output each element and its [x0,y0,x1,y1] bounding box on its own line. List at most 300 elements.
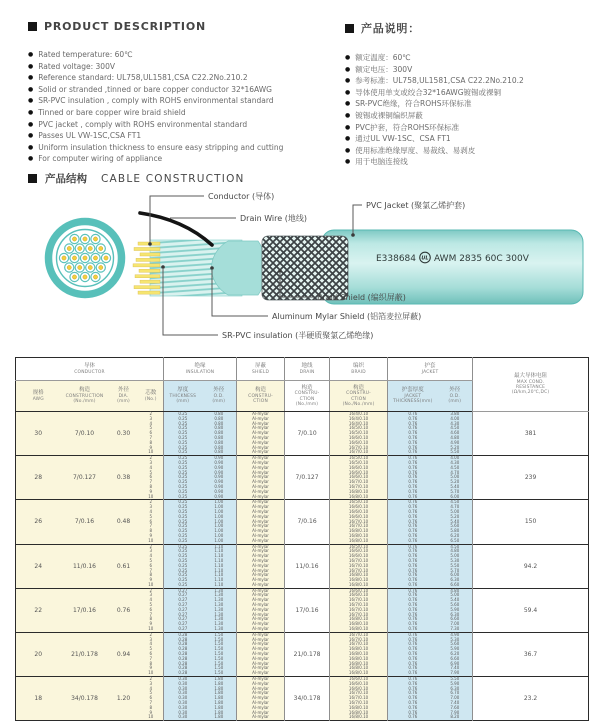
shield-construction-cell: Al-mylar [237,446,285,451]
col-drain-construction: 构造 CONSTRU- CTION (No./mm) [285,381,330,412]
jacket-od-cell: 5.00 [438,510,473,515]
product-description-cn-title [345,20,597,36]
jacket-thickness-cell: 0.76 [388,446,438,451]
braid-construction-cell: 16/7/0.10 [330,632,388,637]
jacket-thickness-cell: 0.76 [388,687,438,692]
insulation-thickness-cell: 0.25 [164,450,202,455]
core-count-cell: 5 [139,691,164,696]
bullet-icon: ● [28,132,34,140]
core-count-cell: 7 [139,657,164,662]
core-count-cell: 5 [139,426,164,431]
insulation-od-cell: 1.30 [202,627,237,632]
braid-construction-cell: 16/6/0.10 [330,471,388,476]
insulation-od-cell: 1.50 [202,647,237,652]
jacket-od-cell: 6.30 [438,578,473,583]
core-count-cell: 8 [139,529,164,534]
square-bullet-icon [345,24,354,33]
braid-construction-cell: 16/6/0.10 [330,441,388,446]
insulation-od-cell: 1.50 [202,638,237,643]
jacket-od-cell: 7.90 [438,671,473,676]
insulation-od-cell: 0.80 [202,450,237,455]
insulation-od-cell: 1.80 [202,687,237,692]
shield-construction-cell: Al-mylar [237,436,285,441]
aluminum-mylar-shield-label: Aluminum Mylar Shield (铝箔麦拉屏蔽) [272,312,422,321]
drain-construction-cell: 7/0.10 [285,412,330,456]
core-count-cell: 6 [139,608,164,613]
core-count-cell: 10 [139,539,164,544]
shield-construction-cell: Al-mylar [237,417,285,422]
braid-construction-cell: 16/4/0.10 [330,422,388,427]
insulation-od-cell: 1.10 [202,573,237,578]
jacket-od-cell: 5.20 [438,446,473,451]
jacket-thickness-cell: 0.76 [388,495,438,500]
core-count-cell: 6 [139,520,164,525]
jacket-od-cell: 5.50 [438,564,473,569]
insulation-thickness-cell: 0.30 [164,682,202,687]
shield-construction-cell: Al-mylar [237,475,285,480]
core-count-cell: 8 [139,617,164,622]
braid-construction-cell: 16/8/0.10 [330,573,388,578]
insulation-od-cell: 1.30 [202,588,237,593]
core-count-cell: 7 [139,436,164,441]
bullet-icon: ● [345,123,351,131]
insulation-thickness-cell: 0.25 [164,515,202,520]
conductor-dia-cell: 0.61 [109,544,139,588]
description-item [345,145,597,157]
insulation-od-cell: 1.80 [202,696,237,701]
jacket-od-cell: 4.50 [438,466,473,471]
braid-construction-cell: 16/6/0.10 [330,687,388,692]
jacket-thickness-cell: 0.76 [388,662,438,667]
jacket-thickness-cell: 0.76 [388,450,438,455]
insulation-thickness-cell: 0.27 [164,603,202,608]
insulation-thickness-cell: 0.28 [164,647,202,652]
conductor-dia-cell: 0.30 [109,412,139,456]
core-count-cell: 3 [139,593,164,598]
jacket-thickness-cell: 0.76 [388,715,438,720]
specification-table [15,357,589,721]
jacket-od-cell: 4.00 [438,417,473,422]
braid-construction-cell: 16/7/0.10 [330,480,388,485]
core-count-cell: 6 [139,652,164,657]
insulation-thickness-cell: 0.27 [164,598,202,603]
core-count-cell: 9 [139,666,164,671]
braid-construction-cell: 16/5/0.10 [330,461,388,466]
insulation-thickness-cell: 0.30 [164,696,202,701]
braid-construction-cell: 16/5/0.10 [330,426,388,431]
braid-construction-cell: 16/7/0.10 [330,642,388,647]
awg-cell: 22 [16,588,61,632]
core-count-cell: 2 [139,588,164,593]
stripped-cable [133,213,583,304]
jacket-thickness-cell: 0.76 [388,578,438,583]
jacket-od-cell: 6.60 [438,617,473,622]
braid-construction-cell: 16/7/0.10 [330,701,388,706]
core-count-cell: 10 [139,671,164,676]
insulation-od-cell: 0.90 [202,490,237,495]
insulation-od-cell: 0.90 [202,475,237,480]
braid-construction-cell: 16/7/0.10 [330,569,388,574]
shield-construction-cell: Al-mylar [237,549,285,554]
braid-construction-cell: 16/7/0.10 [330,613,388,618]
jacket-thickness-cell: 0.76 [388,617,438,622]
description-text: 镀锡或裸铜编织屏蔽 [355,110,423,120]
insulation-thickness-cell: 0.25 [164,417,202,422]
col-awg: 规格 AWG [16,381,61,412]
jacket-thickness-cell: 0.76 [388,682,438,687]
shield-construction-cell: Al-mylar [237,564,285,569]
core-count-cell: 7 [139,569,164,574]
jacket-thickness-cell: 0.76 [388,666,438,671]
description-item [345,75,597,87]
bullet-icon: ● [28,51,34,58]
table-row [16,500,589,505]
jacket-od-cell: 4.00 [438,456,473,461]
insulation-od-cell: 1.10 [202,578,237,583]
jacket-od-cell: 4.90 [438,441,473,446]
braid-construction-cell: 16/6/0.10 [330,588,388,593]
awg-cell: 20 [16,632,61,676]
jacket-od-cell: 4.80 [438,436,473,441]
table-row [16,632,589,637]
braid-construction-cell: 16/8/0.10 [330,583,388,588]
jacket-thickness-cell: 0.76 [388,657,438,662]
braid-construction-cell: 16/8/0.10 [330,627,388,632]
core-count-cell: 7 [139,524,164,529]
description-item [345,156,597,168]
jacket-od-cell: 5.60 [438,603,473,608]
aluminum-mylar-foil [212,241,266,295]
insulation-od-cell: 1.00 [202,539,237,544]
jacket-thickness-cell: 0.76 [388,471,438,476]
jacket-thickness-cell: 0.76 [388,431,438,436]
insulation-od-cell: 1.00 [202,510,237,515]
jacket-thickness-cell: 0.76 [388,642,438,647]
jacket-thickness-cell: 0.76 [388,559,438,564]
braid-construction-cell: 16/4/0.10 [330,417,388,422]
shield-construction-cell: Al-mylar [237,510,285,515]
jacket-thickness-cell: 0.76 [388,588,438,593]
col-shield-construction: 构造 CONSTRU- CTION [237,381,285,412]
jacket-thickness-cell: 0.76 [388,539,438,544]
insulation-thickness-cell: 0.28 [164,671,202,676]
insulation-od-cell: 0.80 [202,441,237,446]
jacket-od-cell: 5.50 [438,677,473,682]
insulation-od-cell: 1.80 [202,682,237,687]
core-count-cell: 10 [139,715,164,720]
insulation-thickness-cell: 0.28 [164,662,202,667]
insulation-od-cell: 1.80 [202,715,237,720]
braid-construction-cell: 16/6/0.10 [330,677,388,682]
bullet-icon: ● [28,108,34,116]
insulation-thickness-cell: 0.25 [164,485,202,490]
shield-construction-cell: Al-mylar [237,588,285,593]
braid-construction-cell: 16/6/0.10 [330,505,388,510]
jacket-od-cell: 5.50 [438,450,473,455]
jacket-od-cell: 4.70 [438,505,473,510]
jacket-od-cell: 6.30 [438,613,473,618]
description-item [28,49,340,61]
core-count-cell: 5 [139,603,164,608]
shield-construction-cell: Al-mylar [237,632,285,637]
shield-construction-cell: Al-mylar [237,471,285,476]
jacket-thickness-cell: 0.76 [388,490,438,495]
insulation-thickness-cell: 0.30 [164,706,202,711]
shield-construction-cell: Al-mylar [237,608,285,613]
jacket-od-cell: 7.00 [438,696,473,701]
table-row [16,588,589,593]
jacket-thickness-cell: 0.76 [388,583,438,588]
insulation-thickness-cell: 0.25 [164,475,202,480]
max-resistance-cell: 94.2 [473,544,589,588]
title-text: 产品说明： [361,22,420,35]
shield-construction-cell: Al-mylar [237,666,285,671]
insulation-od-cell: 1.80 [202,701,237,706]
insulation-od-cell: 0.80 [202,417,237,422]
jacket-thickness-cell: 0.76 [388,436,438,441]
insulation-od-cell: 0.90 [202,456,237,461]
braid-construction-cell: 16/8/0.10 [330,662,388,667]
jacket-thickness-cell: 0.76 [388,696,438,701]
braid-construction-cell: 16/8/0.10 [330,666,388,671]
jacket-thickness-cell: 0.76 [388,515,438,520]
braid-construction-cell: 16/7/0.10 [330,598,388,603]
shield-construction-cell: Al-mylar [237,622,285,627]
insulation-thickness-cell: 0.25 [164,436,202,441]
svg-text:UL: UL [421,255,429,262]
jacket-od-cell: 4.80 [438,549,473,554]
description-text: Solid or stranded ,tinned or bare copper conductor 32*16AWG [38,84,272,94]
bullet-icon: ● [345,111,351,119]
insulation-thickness-cell: 0.27 [164,622,202,627]
shield-construction-cell: Al-mylar [237,412,285,417]
shield-construction-cell: Al-mylar [237,687,285,692]
drain-wire-label: Drain Wire (地线) [240,214,307,223]
sr-pvc-insulation-label: SR-PVC insulation (半硬质聚氯乙烯绝缘) [222,331,374,340]
insulation-thickness-cell: 0.25 [164,441,202,446]
jacket-od-cell: 5.30 [438,638,473,643]
shield-construction-cell: Al-mylar [237,450,285,455]
shield-construction-cell: Al-mylar [237,706,285,711]
description-text: For computer wiring of appliance [38,154,163,164]
braid-construction-cell: 16/8/0.10 [330,529,388,534]
description-text: 额定电压：300V [355,64,413,74]
conductor-construction-cell: 7/0.16 [61,500,109,544]
shield-construction-cell: Al-mylar [237,505,285,510]
shield-construction-cell: Al-mylar [237,691,285,696]
braid-construction-cell: 16/8/0.10 [330,711,388,716]
core-count-cell: 10 [139,583,164,588]
awg-cell: 24 [16,544,61,588]
conductor-dia-cell: 0.38 [109,456,139,500]
braid-construction-cell: 16/5/0.10 [330,544,388,549]
product-description-section [28,20,340,165]
jacket-od-cell: 5.40 [438,598,473,603]
shield-construction-cell: Al-mylar [237,613,285,618]
core-count-cell: 6 [139,696,164,701]
insulation-od-cell: 1.30 [202,598,237,603]
jacket-od-cell: 6.20 [438,534,473,539]
jacket-od-cell: 5.00 [438,593,473,598]
insulation-thickness-cell: 0.27 [164,617,202,622]
bullet-icon: ● [345,88,351,96]
header-shield: 屏蔽 SHIELD [237,358,285,381]
core-count-cell: 7 [139,613,164,618]
drain-construction-cell: 11/0.16 [285,544,330,588]
header-braid: 编织 BRAID [330,358,388,381]
insulation-thickness-cell: 0.25 [164,500,202,505]
core-count-cell: 10 [139,450,164,455]
jacket-od-cell: 6.20 [438,652,473,657]
braid-construction-cell: 16/6/0.10 [330,510,388,515]
insulation-od-cell: 1.10 [202,554,237,559]
col-jacket-thickness: 护套厚度 JACKET THICKNESS(mm) [388,381,438,412]
core-count-cell: 9 [139,711,164,716]
product-description-cn-list [345,52,597,168]
conductor-dia-cell: 0.48 [109,500,139,544]
braid-construction-cell: 16/8/0.10 [330,647,388,652]
braid-construction-cell: 16/7/0.10 [330,485,388,490]
header-max-resistance: 最大导体电阻 MAX COND. RESISTANCE (Ω/km,20℃,DC) [473,358,589,412]
shield-construction-cell: Al-mylar [237,515,285,520]
jacket-thickness-cell: 0.76 [388,569,438,574]
conductor-construction-cell: 7/0.127 [61,456,109,500]
jacket-od-cell: 4.50 [438,500,473,505]
braid-shield-label: Braid Shield (编织屏蔽) [317,293,406,302]
insulation-thickness-cell: 0.25 [164,471,202,476]
description-item [345,87,597,99]
shield-construction-cell: Al-mylar [237,529,285,534]
bullet-icon: ● [345,65,351,73]
max-resistance-cell: 23.2 [473,677,589,721]
jacket-od-cell: 5.90 [438,682,473,687]
shield-construction-cell: Al-mylar [237,696,285,701]
core-count-cell: 5 [139,471,164,476]
core-count-cell: 8 [139,441,164,446]
insulation-od-cell: 0.90 [202,495,237,500]
jacket-thickness-cell: 0.76 [388,622,438,627]
jacket-thickness-cell: 0.76 [388,520,438,525]
description-text: 导体使用单支或绞合32*16AWG镀锡或裸铜 [355,87,502,97]
description-text: PVC jacket , comply with ROHS environmental standard [38,119,248,129]
shield-construction-cell: Al-mylar [237,422,285,427]
braid-construction-cell: 16/8/0.10 [330,715,388,720]
jacket-od-cell: 6.90 [438,662,473,667]
shield-construction-cell: Al-mylar [237,569,285,574]
header-jacket: 护套 JACKET [388,358,473,381]
insulation-thickness-cell: 0.25 [164,559,202,564]
insulation-od-cell: 0.90 [202,466,237,471]
description-text: 通过UL VW-1SC、CSA FT1 [355,134,451,144]
jacket-thickness-cell: 0.76 [388,549,438,554]
awg-cell: 26 [16,500,61,544]
insulation-thickness-cell: 0.25 [164,583,202,588]
jacket-thickness-cell: 0.76 [388,701,438,706]
core-count-cell: 10 [139,627,164,632]
braid-construction-cell: 16/8/0.10 [330,671,388,676]
braid-construction-cell: 16/8/0.10 [330,652,388,657]
insulation-thickness-cell: 0.25 [164,412,202,417]
braid-construction-cell: 16/6/0.10 [330,593,388,598]
col-braid-construction: 构造 CONSTRU- CTION (No./No./mm) [330,381,388,412]
insulation-thickness-cell: 0.25 [164,539,202,544]
description-text: 使用标准绝缘厚度、易裁线、易剥皮 [355,145,476,155]
drain-construction-cell: 34/0.178 [285,677,330,721]
insulation-thickness-cell: 0.27 [164,593,202,598]
jacket-thickness-cell: 0.76 [388,456,438,461]
insulation-thickness-cell: 0.27 [164,588,202,593]
description-item [345,133,597,145]
insulation-thickness-cell: 0.25 [164,495,202,500]
braid-construction-cell: 16/8/0.10 [330,706,388,711]
jacket-od-cell: 5.90 [438,608,473,613]
description-item [28,130,340,142]
shield-construction-cell: Al-mylar [237,603,285,608]
jacket-thickness-cell: 0.76 [388,426,438,431]
jacket-thickness-cell: 0.76 [388,632,438,637]
max-resistance-cell: 150 [473,500,589,544]
insulation-od-cell: 1.00 [202,520,237,525]
description-item [28,61,340,73]
insulation-thickness-cell: 0.25 [164,426,202,431]
awm-marking: AWM 2835 60C 300V [434,254,529,264]
bullet-icon: ● [345,146,351,154]
insulation-thickness-cell: 0.28 [164,666,202,671]
jacket-od-cell: 6.60 [438,657,473,662]
insulation-od-cell: 1.10 [202,559,237,564]
insulation-thickness-cell: 0.30 [164,701,202,706]
jacket-od-cell: 7.00 [438,622,473,627]
insulation-thickness-cell: 0.25 [164,578,202,583]
square-bullet-icon [28,22,37,31]
insulation-od-cell: 0.80 [202,446,237,451]
braid-construction-cell: 16/7/0.10 [330,638,388,643]
shield-construction-cell: Al-mylar [237,657,285,662]
insulation-thickness-cell: 0.25 [164,461,202,466]
jacket-od-cell: 5.20 [438,480,473,485]
conductor-construction-cell: 7/0.10 [61,412,109,456]
shield-construction-cell: Al-mylar [237,520,285,525]
jacket-od-cell: 5.40 [438,520,473,525]
jacket-od-cell: 3.80 [438,412,473,417]
jacket-od-cell: 5.90 [438,647,473,652]
core-count-cell: 4 [139,422,164,427]
insulation-od-cell: 0.90 [202,485,237,490]
description-item [345,110,597,122]
core-count-cell: 4 [139,510,164,515]
pvc-jacket-label: PVC Jacket (聚氯乙烯护套) [366,201,466,210]
bullet-icon: ● [28,143,34,151]
description-text: 参考标准：UL758,UL1581,CSA C22.2No.210.2 [355,76,524,86]
insulation-thickness-cell: 0.25 [164,422,202,427]
insulation-od-cell: 1.10 [202,583,237,588]
table-row [16,456,589,461]
core-count-cell: 9 [139,490,164,495]
braid-construction-cell: 16/6/0.10 [330,436,388,441]
description-text: Reference standard: UL758,UL1581,CSA C22.2No.210.2 [38,73,248,83]
core-count-cell: 10 [139,495,164,500]
shield-construction-cell: Al-mylar [237,642,285,647]
description-item [345,98,597,110]
jacket-od-cell: 8.20 [438,715,473,720]
braid-construction-cell: 16/7/0.10 [330,559,388,564]
conductor-dia-cell: 0.76 [109,588,139,632]
jacket-thickness-cell: 0.76 [388,598,438,603]
insulation-od-cell: 1.30 [202,613,237,618]
insulation-od-cell: 0.80 [202,422,237,427]
shield-construction-cell: Al-mylar [237,578,285,583]
shield-construction-cell: Al-mylar [237,638,285,643]
